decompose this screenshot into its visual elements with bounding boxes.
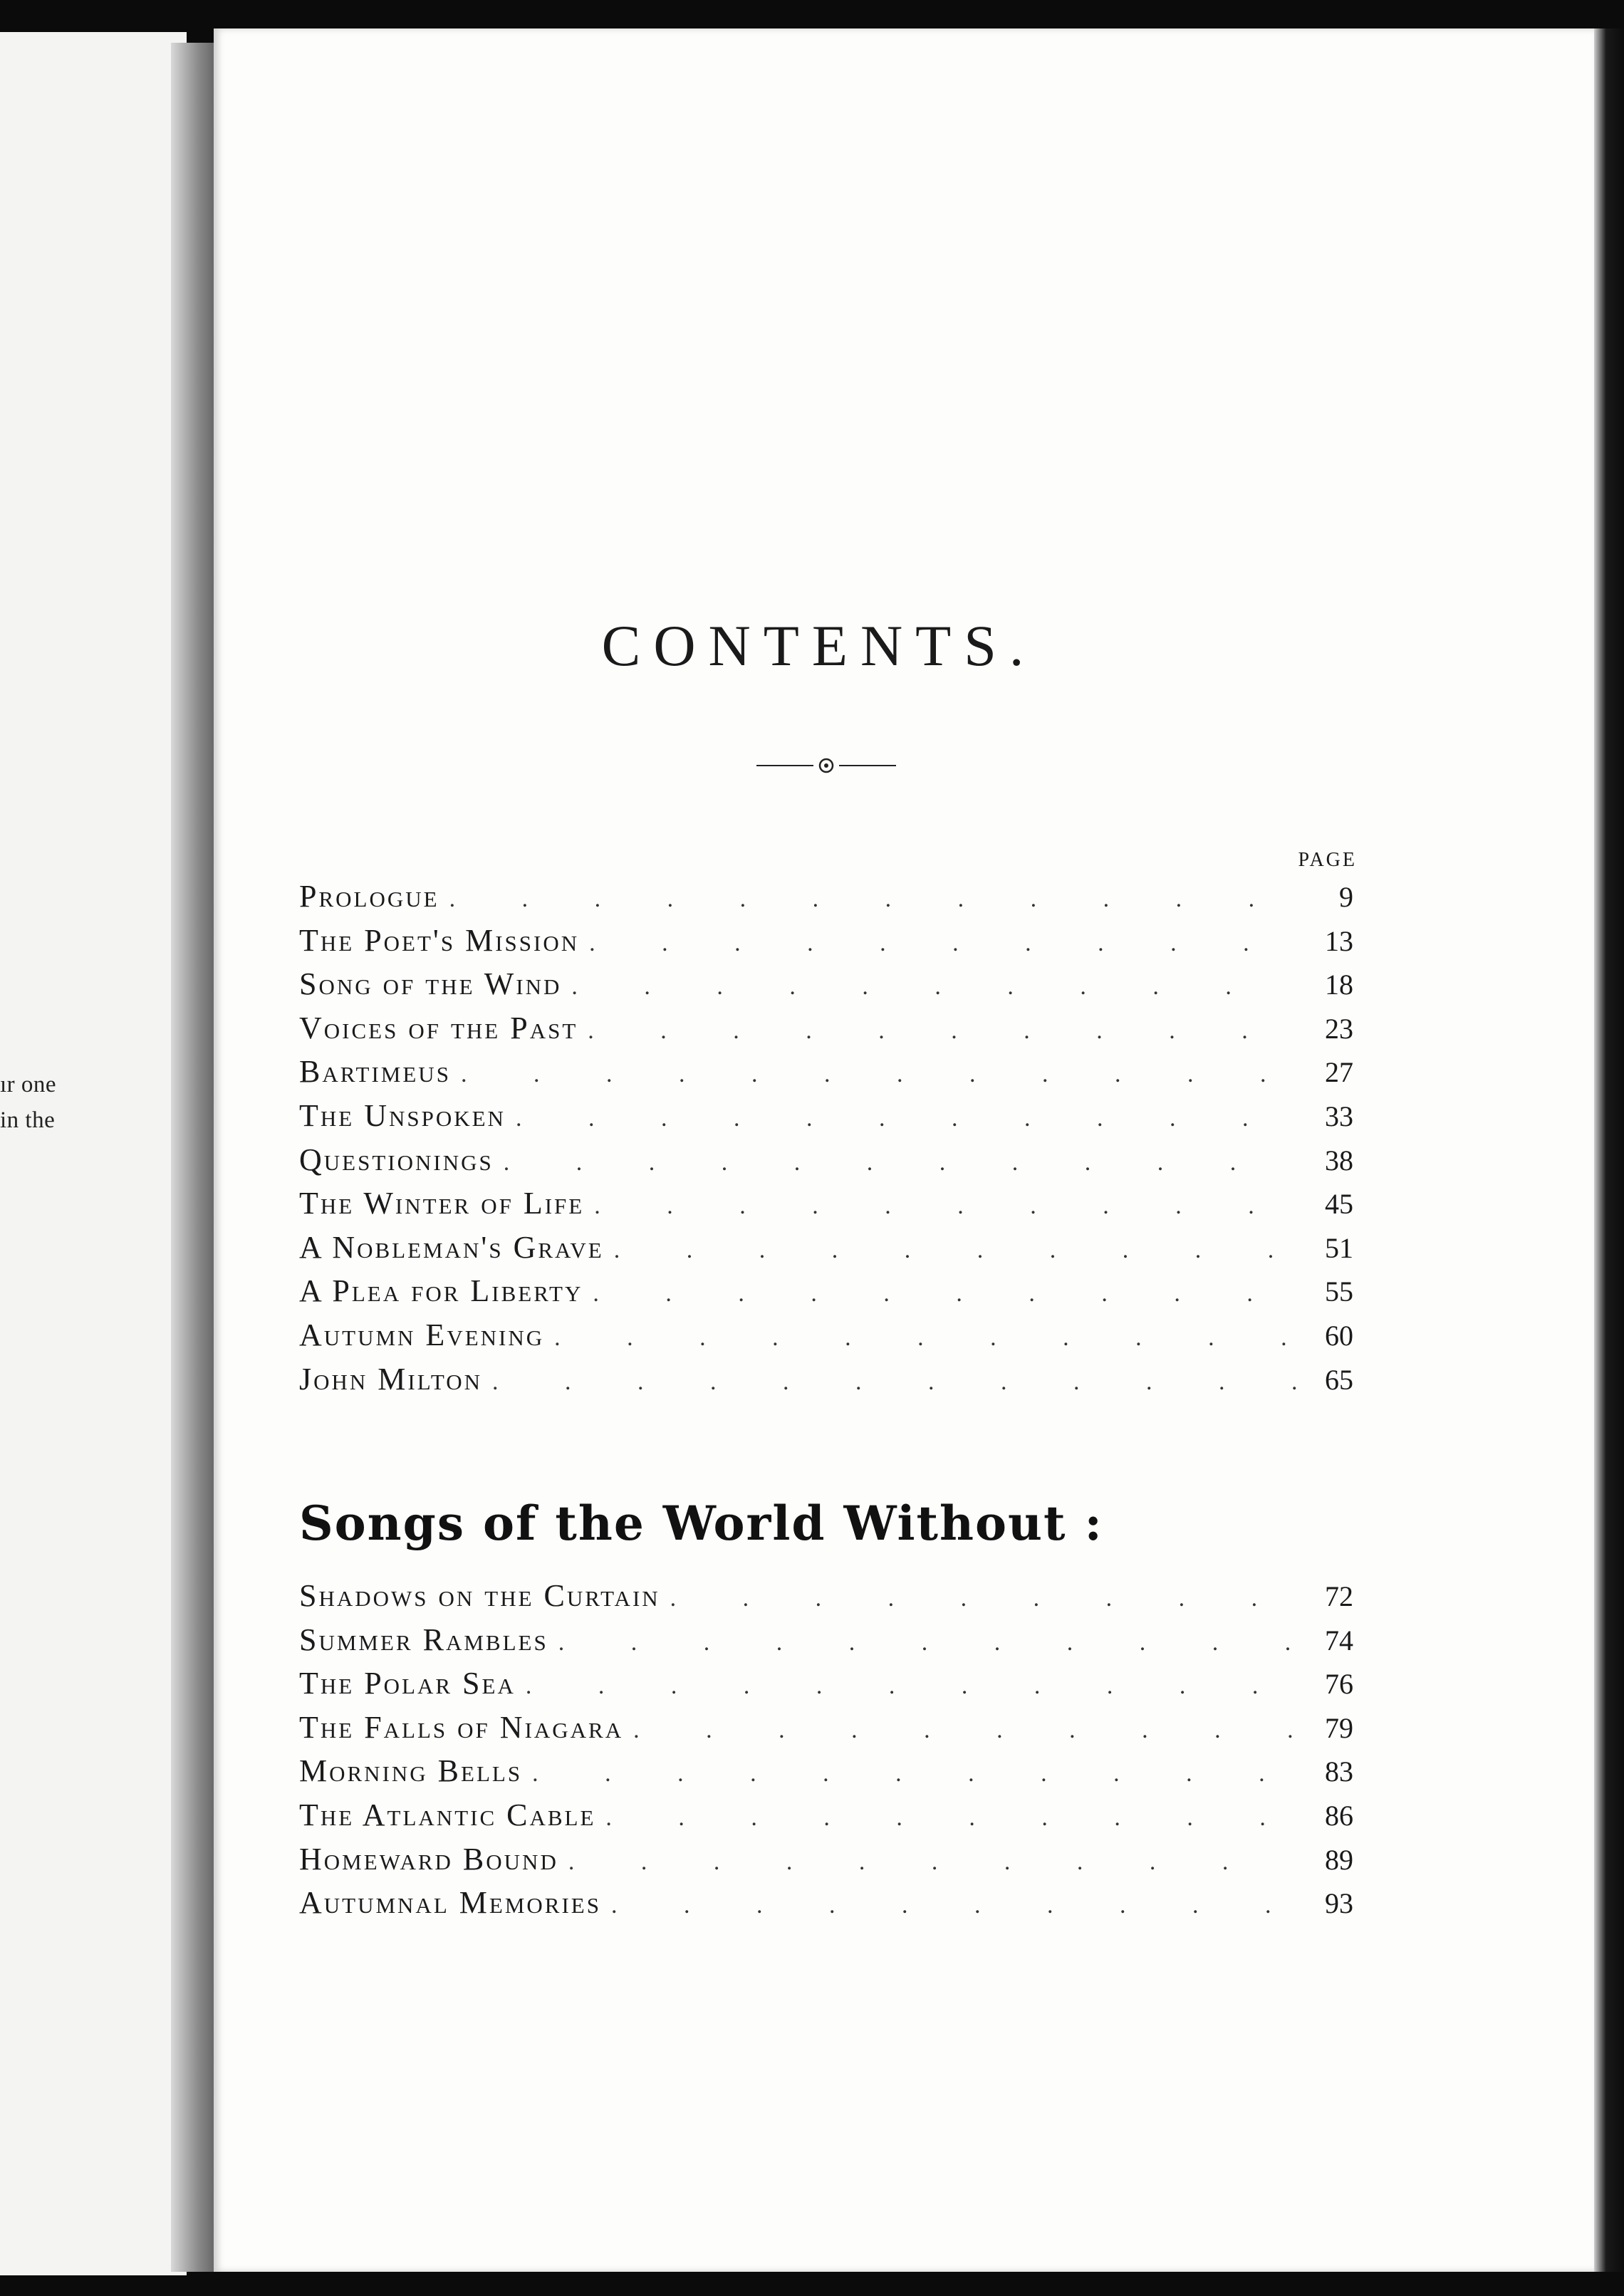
toc-entry bbox=[299, 1094, 1353, 1138]
dot-leader bbox=[554, 1316, 1296, 1360]
toc-entry-page-number: 27 bbox=[1325, 1056, 1353, 1089]
page-edge-right bbox=[1594, 28, 1624, 2272]
toc-entry-page-number: 79 bbox=[1325, 1711, 1353, 1744]
toc-entry-page-number: 13 bbox=[1325, 924, 1353, 957]
dot-leader bbox=[670, 1577, 1296, 1621]
toc-entry-title: Summer Rambles bbox=[299, 1622, 548, 1657]
toc-entry-page-number: 83 bbox=[1325, 1755, 1353, 1788]
toc-entry bbox=[299, 1269, 1353, 1313]
toc-entry-page-number: 93 bbox=[1325, 1887, 1353, 1920]
toc-entry-page-number: 9 bbox=[1339, 881, 1353, 913]
dot-leader bbox=[633, 1708, 1296, 1753]
dot-leader bbox=[593, 1272, 1296, 1316]
toc-entry bbox=[299, 875, 1353, 919]
toc-entry bbox=[299, 919, 1353, 963]
toc-entry-title: The Atlantic Cable bbox=[299, 1797, 596, 1832]
contents-list bbox=[299, 875, 1353, 1401]
toc-entry-title: The Polar Sea bbox=[299, 1666, 516, 1701]
left-page-text-fragment: ır one bbox=[0, 1072, 57, 1097]
toc-entry-page-number: 60 bbox=[1325, 1319, 1353, 1352]
toc-entry-page-number: 86 bbox=[1325, 1799, 1353, 1832]
toc-entry bbox=[299, 1881, 1353, 1925]
toc-entry-title: The Winter of Life bbox=[299, 1186, 585, 1221]
toc-entry bbox=[299, 1574, 1353, 1618]
toc-entry-page-number: 23 bbox=[1325, 1012, 1353, 1045]
toc-entry-title: Voices of the Past bbox=[299, 1010, 578, 1045]
contents-title: CONTENTS. bbox=[601, 613, 1037, 678]
toc-entry bbox=[299, 1313, 1353, 1357]
toc-entry-title: Bartimeus bbox=[299, 1054, 451, 1090]
toc-entry-page-number: 76 bbox=[1325, 1668, 1353, 1701]
toc-entry bbox=[299, 1661, 1353, 1706]
toc-entry-title: Autumnal Memories bbox=[299, 1885, 601, 1921]
dot-leader bbox=[532, 1752, 1296, 1796]
dot-leader bbox=[611, 1884, 1296, 1928]
toc-entry bbox=[299, 1357, 1353, 1402]
dot-leader bbox=[516, 1097, 1296, 1141]
page-column-heading: PAGE bbox=[1298, 849, 1357, 871]
dot-leader bbox=[571, 965, 1296, 1009]
toc-entry-title: Song of the Wind bbox=[299, 966, 562, 1002]
dot-leader bbox=[589, 922, 1296, 966]
toc-entry-page-number: 45 bbox=[1325, 1188, 1353, 1221]
ornament-divider-icon bbox=[755, 755, 897, 776]
toc-entry bbox=[299, 962, 1353, 1006]
toc-entry bbox=[299, 1793, 1353, 1837]
toc-entry-page-number: 38 bbox=[1325, 1144, 1353, 1176]
toc-entry bbox=[299, 1226, 1353, 1270]
toc-entry bbox=[299, 1706, 1353, 1750]
toc-entry-title: Prologue bbox=[299, 879, 439, 914]
toc-entry-title: A Nobleman's Grave bbox=[299, 1229, 604, 1265]
dot-leader bbox=[558, 1621, 1296, 1665]
section-contents-list bbox=[299, 1574, 1353, 1925]
toc-entry-page-number: 65 bbox=[1325, 1363, 1353, 1396]
dot-leader bbox=[588, 1009, 1296, 1053]
toc-entry-title: The Unspoken bbox=[299, 1097, 506, 1133]
toc-entry-title: Autumn Evening bbox=[299, 1317, 545, 1352]
toc-entry bbox=[299, 1618, 1353, 1662]
left-page-text-fragment: in the bbox=[0, 1107, 56, 1133]
toc-entry-title: Morning Bells bbox=[299, 1753, 523, 1789]
dot-leader bbox=[461, 1053, 1296, 1097]
toc-entry bbox=[299, 1050, 1353, 1094]
toc-entry bbox=[299, 1837, 1353, 1882]
toc-entry-page-number: 51 bbox=[1325, 1231, 1353, 1264]
toc-entry-page-number: 33 bbox=[1325, 1100, 1353, 1132]
toc-entry-title: Questionings bbox=[299, 1142, 494, 1177]
dot-leader bbox=[449, 877, 1296, 922]
dot-leader bbox=[605, 1796, 1296, 1840]
toc-entry-title: The Falls of Niagara bbox=[299, 1709, 624, 1745]
dot-leader bbox=[594, 1184, 1296, 1228]
dot-leader bbox=[504, 1141, 1296, 1185]
dot-leader bbox=[614, 1228, 1296, 1273]
toc-entry-page-number: 72 bbox=[1325, 1580, 1353, 1612]
toc-entry-title: Shadows on the Curtain bbox=[299, 1578, 660, 1613]
toc-entry-title: John Milton bbox=[299, 1361, 482, 1397]
toc-entry-title: A Plea for Liberty bbox=[299, 1273, 583, 1309]
dot-leader bbox=[568, 1840, 1296, 1884]
toc-entry bbox=[299, 1181, 1353, 1226]
toc-entry bbox=[299, 1006, 1353, 1050]
toc-entry-title: Homeward Bound bbox=[299, 1841, 558, 1877]
toc-entry-page-number: 55 bbox=[1325, 1275, 1353, 1308]
toc-entry bbox=[299, 1749, 1353, 1793]
toc-entry-title: The Poet's Mission bbox=[299, 922, 580, 958]
toc-entry-page-number: 89 bbox=[1325, 1843, 1353, 1876]
dot-leader bbox=[526, 1664, 1296, 1708]
toc-entry bbox=[299, 1138, 1353, 1182]
facing-page-left bbox=[0, 32, 187, 2275]
toc-entry-page-number: 74 bbox=[1325, 1624, 1353, 1656]
dot-leader bbox=[492, 1360, 1296, 1404]
section-heading: Songs of the World Without : bbox=[299, 1496, 1103, 1551]
toc-entry-page-number: 18 bbox=[1325, 969, 1353, 1001]
